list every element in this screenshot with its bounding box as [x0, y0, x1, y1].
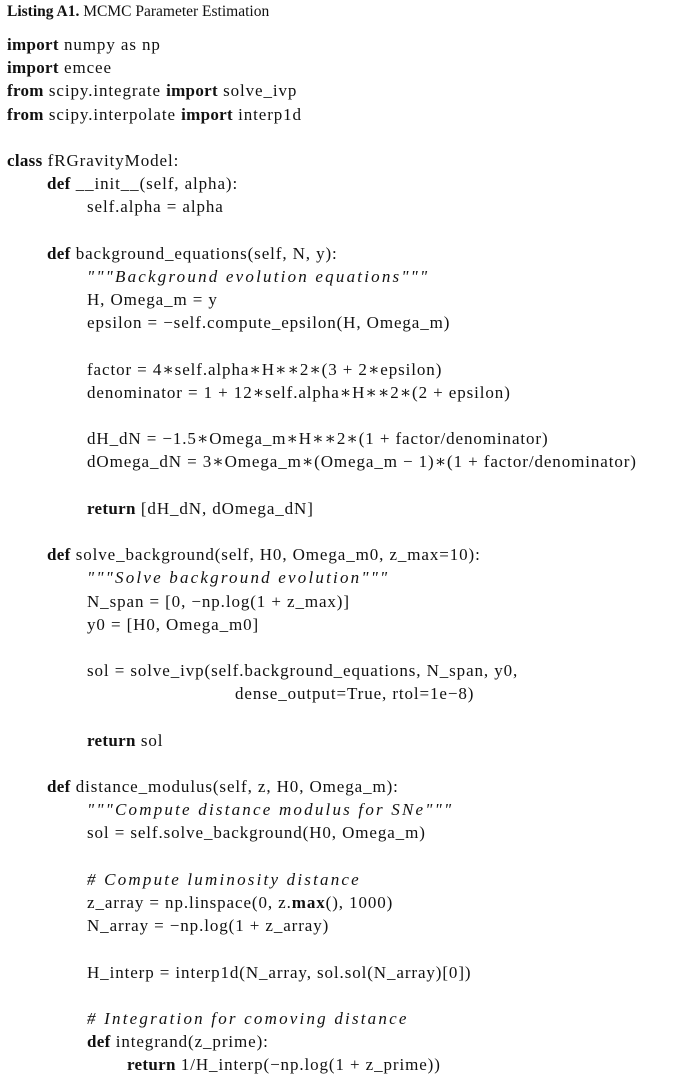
code-line: [7, 311, 677, 334]
code-keyword: def: [47, 545, 71, 565]
code-line: [7, 937, 677, 960]
code-token: scipy.interpolate: [43, 104, 182, 124]
code-token: background_equations(self, N, y):: [70, 243, 338, 263]
code-token: interp1d: [232, 104, 302, 124]
code-keyword: def: [47, 243, 71, 263]
code-token: sol: [135, 730, 164, 750]
code-line: [7, 126, 677, 149]
code-token: sol = solve_ivp(self.background_equations, N_span, y0,: [87, 661, 519, 681]
code-keyword: def: [47, 174, 71, 194]
code-line: [7, 682, 677, 705]
listing-title: MCMC Parameter Estimation: [83, 3, 270, 20]
code-token: 1/H_interp(−np.log(1 + z_prime)): [175, 1055, 441, 1075]
code-token: scipy.integrate: [43, 81, 167, 101]
code-line: [7, 195, 677, 218]
code-line: [7, 288, 677, 311]
code-comment: """Compute distance modulus for SNe""": [87, 800, 454, 820]
code-line: [7, 798, 677, 821]
code-token: factor = 4∗self.alpha∗H∗∗2∗(3 + 2∗epsilon): [87, 359, 443, 379]
code-line: [7, 497, 677, 520]
code-line: [7, 103, 677, 126]
code-line: [7, 450, 677, 473]
code-comment: # Integration for comoving distance: [87, 1008, 409, 1028]
code-line: [7, 381, 677, 404]
code-line: [7, 636, 677, 659]
code-keyword: return: [87, 730, 136, 750]
code-keyword: def: [47, 777, 71, 796]
code-line: [7, 1030, 677, 1053]
code-token: dH_dN = −1.5∗Omega_m∗H∗∗2∗(1 + factor/denominator): [87, 429, 549, 449]
code-line: [7, 566, 677, 589]
code-line: [7, 845, 677, 868]
code-line: [7, 33, 677, 56]
code-keyword: return: [87, 498, 136, 518]
code-line: [7, 404, 677, 427]
code-token: epsilon = −self.compute_epsilon(H, Omega_m): [87, 313, 451, 333]
code-token: self.alpha = alpha: [87, 197, 224, 217]
code-keyword: class: [7, 150, 43, 170]
code-line: [7, 219, 677, 242]
code-token: emcee: [58, 58, 112, 78]
code-line: [7, 474, 677, 497]
code-token: [dH_dN, dOmega_dN]: [135, 498, 314, 518]
listing-caption: [7, 2, 269, 22]
code-token: z_array = np.linspace(0, z.: [87, 892, 292, 912]
code-keyword: from: [7, 81, 44, 101]
code-token: __init__(self, alpha):: [70, 174, 239, 194]
code-line: [7, 427, 677, 450]
listing-label: Listing A1.: [7, 3, 80, 20]
code-line: [7, 914, 677, 937]
code-keyword: import: [7, 35, 59, 54]
code-token: (), 1000): [325, 892, 394, 912]
code-line: [7, 543, 677, 566]
code-comment: """Background evolution equations""": [87, 266, 430, 286]
code-token: H, Omega_m = y: [87, 290, 218, 310]
code-line: [7, 265, 677, 288]
code-line: [7, 79, 677, 102]
code-comment: """Solve background evolution""": [87, 568, 390, 588]
code-token: sol = self.solve_background(H0, Omega_m): [87, 823, 426, 843]
code-keyword: import: [7, 58, 59, 78]
code-comment: # Compute luminosity distance: [87, 869, 361, 889]
code-line: [7, 984, 677, 1007]
code-token: N_array = −np.log(1 + z_array): [87, 916, 330, 936]
code-token: distance_modulus(self, z, H0, Omega_m):: [70, 777, 399, 796]
code-keyword: return: [127, 1055, 176, 1075]
code-keyword: def: [87, 1032, 111, 1052]
code-token: numpy as np: [58, 35, 161, 54]
code-line: [7, 56, 677, 79]
code-line: [7, 613, 677, 636]
code-line: [7, 358, 677, 381]
code-line: [7, 1053, 677, 1076]
code-token: integrand(z_prime):: [110, 1032, 269, 1052]
code-token: max: [291, 892, 326, 912]
code-line: [7, 659, 677, 682]
code-line: [7, 242, 677, 265]
code-line: [7, 705, 677, 728]
code-keyword: from: [7, 104, 44, 124]
code-line: [7, 172, 677, 195]
code-token: solve_background(self, H0, Omega_m0, z_max=10):: [70, 545, 481, 565]
code-token: dOmega_dN = 3∗Omega_m∗(Omega_m − 1)∗(1 + factor/denominator): [87, 452, 637, 472]
code-line: [7, 775, 677, 798]
code-line: [7, 868, 677, 891]
code-line: [7, 821, 677, 844]
code-line: [7, 752, 677, 775]
code-line: [7, 149, 677, 172]
code-line: [7, 729, 677, 752]
code-line: [7, 1007, 677, 1030]
code-token: y0 = [H0, Omega_m0]: [87, 614, 260, 634]
code-line: [7, 891, 677, 914]
code-token: N_span = [0, −np.log(1 + z_max)]: [87, 591, 350, 611]
code-token: denominator = 1 + 12∗self.alpha∗H∗∗2∗(2 + epsilon): [87, 382, 511, 402]
code-keyword: import: [181, 104, 233, 124]
code-keyword: import: [166, 81, 218, 101]
code-line: [7, 520, 677, 543]
code-line: [7, 590, 677, 613]
code-line: [7, 961, 677, 984]
code-listing: [7, 33, 677, 1076]
code-token: dense_output=True, rtol=1e−8): [235, 684, 475, 704]
code-token: solve_ivp: [217, 81, 298, 101]
code-line: [7, 334, 677, 357]
code-token: H_interp = interp1d(N_array, sol.sol(N_array)[0]): [87, 962, 472, 982]
code-token: fRGravityModel:: [42, 150, 180, 170]
